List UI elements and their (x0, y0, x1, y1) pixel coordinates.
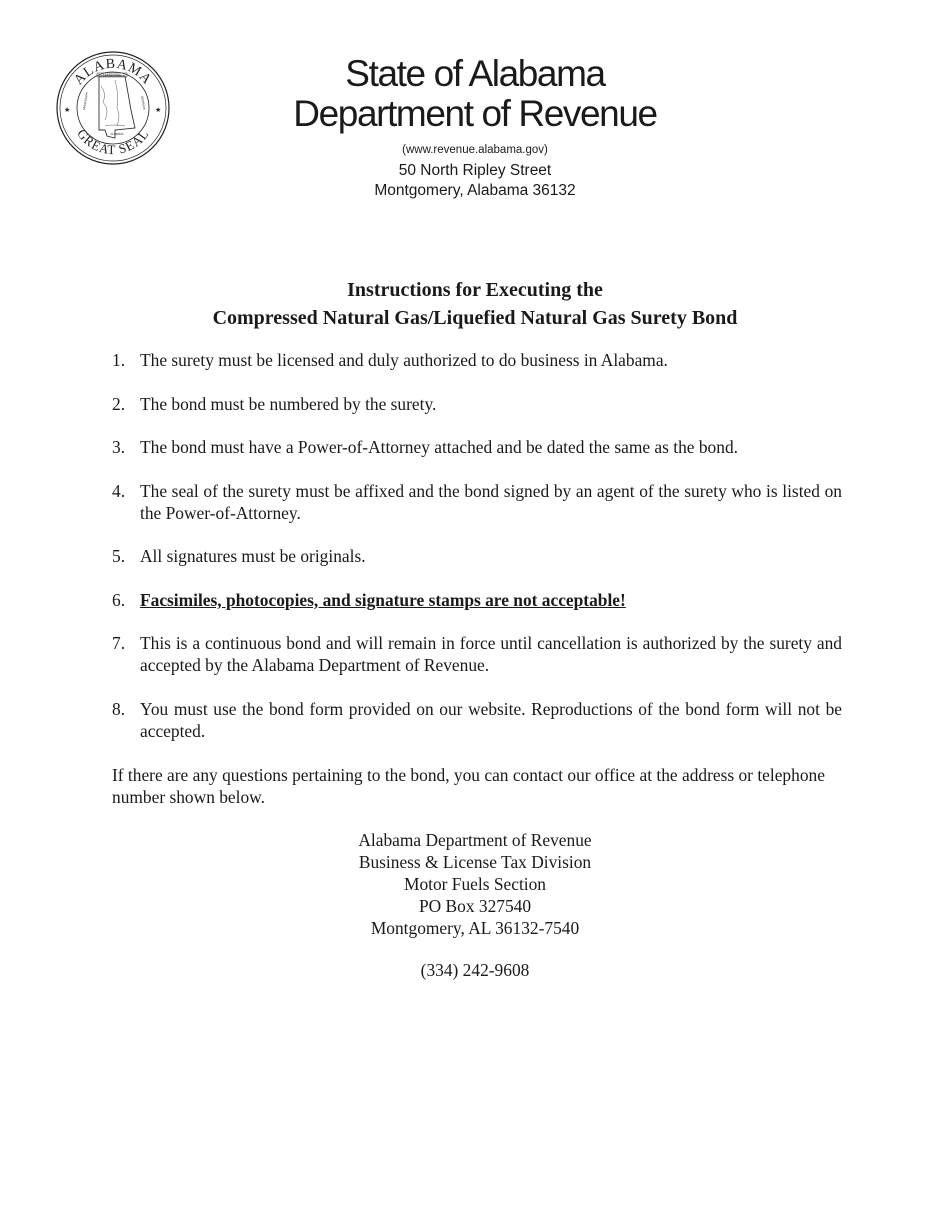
title-line2: Compressed Natural Gas/Liquefied Natural Gas Surety Bond (212, 307, 738, 329)
svg-text:GREAT SEAL: GREAT SEAL (74, 126, 152, 158)
closing-paragraph: If there are any questions pertaining to the bond, you can contact our office at the address or telephone number shown below. (112, 765, 825, 807)
contact-po-box: PO Box 327540 (418, 896, 532, 916)
instruction-text-emphasis: Facsimiles, photocopies, and signature stamps are not acceptable! (140, 589, 626, 610)
instruction-item (112, 545, 842, 567)
svg-text:TENNESSEE: TENNESSEE (102, 73, 122, 78)
document-title (0, 276, 950, 332)
agency-name-line2: Department of Revenue (293, 93, 657, 134)
instruction-item (112, 589, 842, 611)
instruction-number: 3. (112, 437, 126, 457)
website-text: (www.revenue.alabama.gov) (402, 144, 548, 156)
svg-text:ALABAMA: ALABAMA (71, 56, 155, 88)
instruction-list (112, 349, 842, 742)
instruction-number: 4. (112, 480, 126, 501)
instruction-text: The surety must be licensed and duly authorized to do business in Alabama. (140, 350, 668, 370)
instruction-item (112, 698, 842, 742)
instruction-item (112, 480, 842, 524)
street-address: 50 North Ripley Street (398, 162, 552, 179)
instruction-text: You must use the bond form provided on our website. Reproductions of the bond form will not be accepted. (140, 698, 842, 741)
contact-section: Motor Fuels Section (403, 874, 547, 894)
instruction-item (112, 632, 842, 676)
svg-text:GEORGIA: GEORGIA (140, 95, 147, 110)
instruction-item (112, 436, 842, 458)
instruction-item (112, 393, 842, 415)
instruction-number: 7. (112, 633, 126, 653)
title-line1: Instructions for Executing the (347, 279, 603, 301)
svg-text:FLORIDA: FLORIDA (110, 132, 124, 136)
contact-division: Business & License Tax Division (358, 852, 592, 872)
instruction-text: The bond must have a Power-of-Attorney attached and be dated the same as the bond. (140, 437, 738, 457)
instruction-number: 1. (112, 350, 126, 370)
instruction-number: 8. (112, 698, 126, 719)
instruction-number: 5. (112, 546, 126, 566)
instruction-text: This is a continuous bond and will remain in force until cancellation is authorized by the surety and accepted by the Alabama Department of Revenue. (140, 633, 842, 675)
instruction-text: All signatures must be originals. (140, 546, 366, 566)
instruction-text: The bond must be numbered by the surety. (140, 393, 437, 414)
instruction-item (112, 349, 842, 371)
city-address: Montgomery, Alabama 36132 (374, 182, 576, 199)
instruction-number: 2. (112, 393, 126, 414)
contact-address (0, 829, 950, 939)
state-seal (55, 50, 171, 166)
instruction-number: 6. (112, 589, 126, 610)
svg-text:MISSISSIPPI: MISSISSIPPI (82, 91, 90, 111)
agency-name-line1: State of Alabama (345, 53, 605, 94)
contact-city: Montgomery, AL 36132-7540 (370, 918, 580, 938)
contact-phone: (334) 242-9608 (420, 960, 530, 980)
instruction-text: The seal of the surety must be affixed and the bond signed by an agent of the surety who is listed on the Power-of-Attorney. (140, 480, 842, 523)
contact-org: Alabama Department of Revenue (358, 830, 592, 850)
letterhead (200, 54, 750, 201)
seal-icon (55, 50, 171, 166)
svg-text:★: ★ (155, 106, 162, 114)
svg-text:★: ★ (64, 106, 71, 114)
